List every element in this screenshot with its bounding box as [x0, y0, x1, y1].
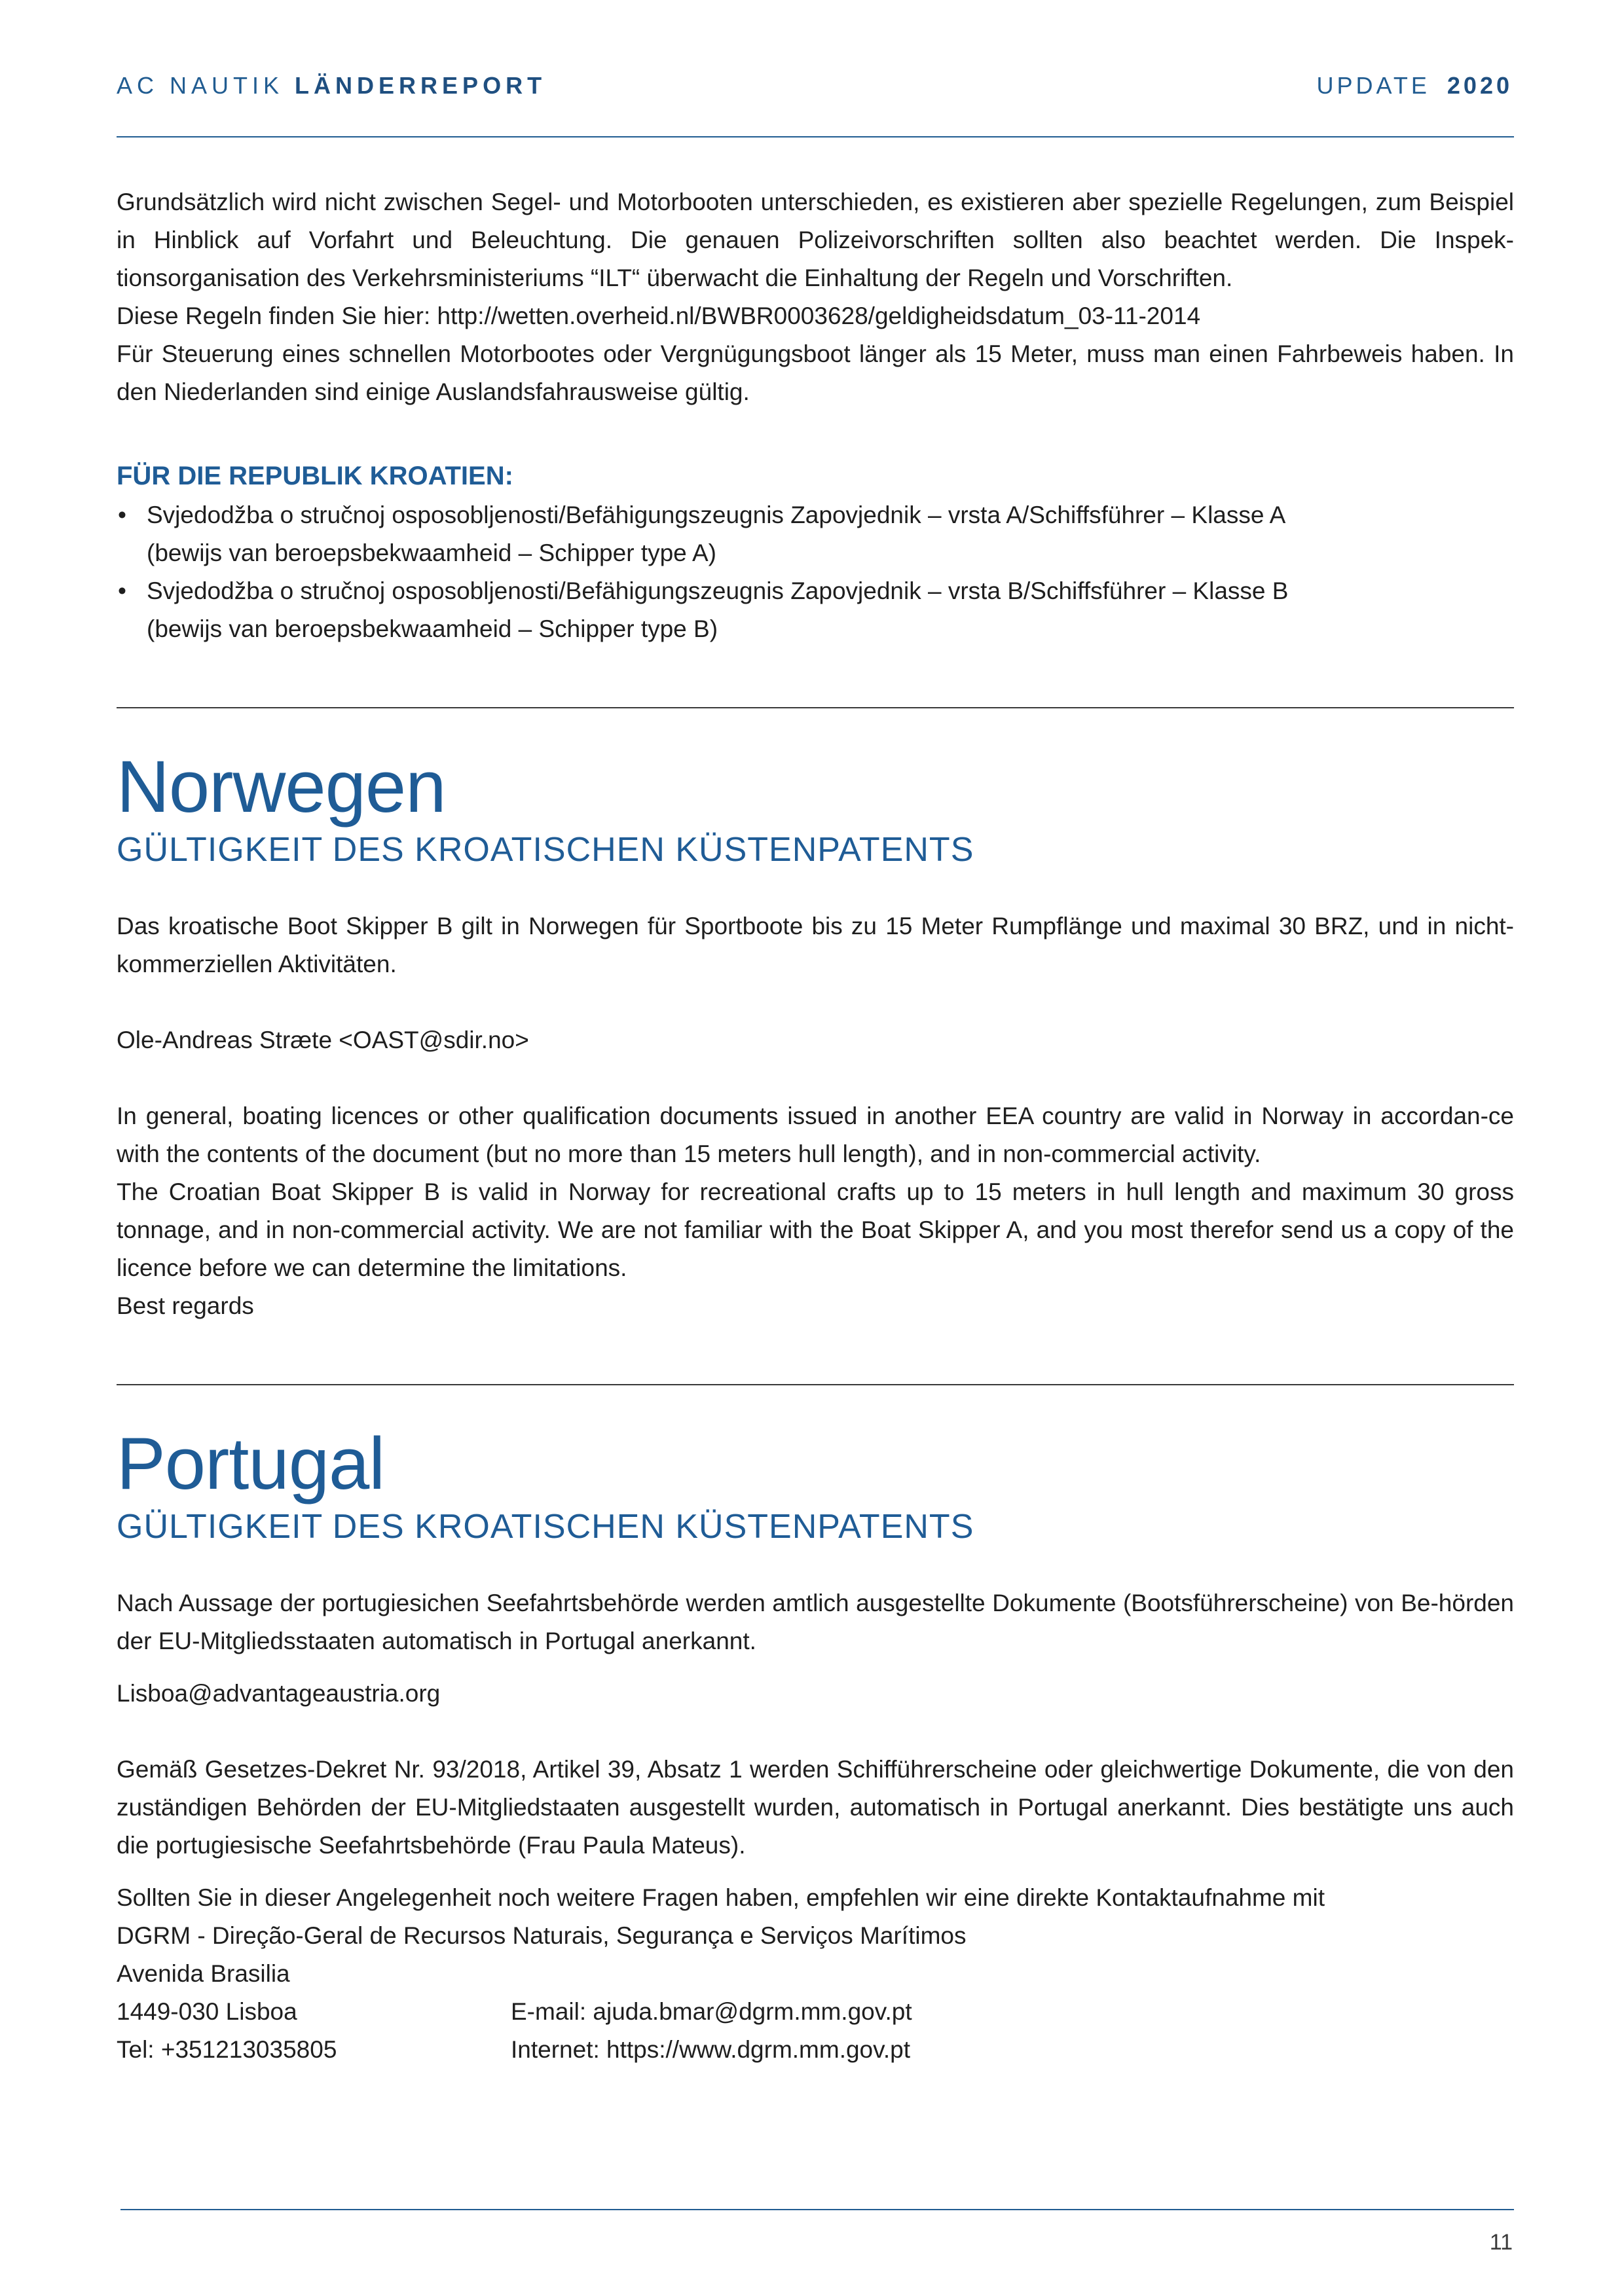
- header-year: 2020: [1447, 72, 1513, 99]
- norway-paragraph-2: In general, boating licences or other qualification documents issued in another EEA country are valid in Norway in accordan-ce with the contents of the document (but no more than 15 meters hull length), and in non-commercial activity.: [117, 1097, 1514, 1173]
- portugal-title: Portugal: [117, 1425, 1514, 1503]
- portugal-email-contact: E-mail: ajuda.bmar@dgrm.mm.gov.pt: [511, 1993, 912, 2031]
- norway-paragraph-3: The Croatian Boat Skipper B is valid in Norway for recreational crafts up to 15 meters in hull length and maximum 30 gross tonnage, and in non-commercial activity. We are not familiar with the Boat Skipper A, and you most therefor send us a copy of the licence before we can determine the limitations.: [117, 1173, 1514, 1287]
- bullet-icon: •: [118, 572, 126, 610]
- section-separator: [117, 707, 1514, 708]
- norway-subtitle: GÜLTIGKEIT DES KROATISCHEN KÜSTENPATENTS: [117, 829, 1514, 871]
- portugal-org: DGRM - Direção-Geral de Recursos Naturais, Segurança e Serviços Marítimos: [117, 1917, 1514, 1955]
- intro-paragraph-3: Für Steuerung eines schnellen Motorbootes oder Vergnügungsboot länger als 15 Meter, muss man einen Fahrbeweis haben. In den Niederlanden sind einige Auslandsfahrausweise gültig.: [117, 335, 1514, 411]
- header-update: [1317, 72, 1513, 100]
- bullet-icon: •: [118, 496, 126, 534]
- header-brand-light: AC NAUTIK: [117, 72, 284, 99]
- norway-title: Norwegen: [117, 748, 1514, 826]
- portugal-paragraph-1: Nach Aussage der portugiesichen Seefahrtsbehörde werden amtlich ausgestellte Dokumente (Bootsführerscheine) von Be-hörden der EU-Mitgliedsstaaten automatisch in Portugal anerkannt.: [117, 1584, 1514, 1660]
- norway-closing: Best regards: [117, 1287, 1514, 1325]
- list-item-line-1: Svjedodžba o stručnoj osposobljenosti/Befähigungszeugnis Zapovjednik – vrsta B/Schiffsführer – Klasse B: [147, 577, 1288, 604]
- footer-divider: [120, 2209, 1514, 2210]
- intro-paragraph-2: Diese Regeln finden Sie hier: http://wetten.overheid.nl/BWBR0003628/geldigheidsdatum_03-11-2014: [117, 297, 1514, 335]
- croatia-list: [117, 496, 1514, 648]
- list-item: [117, 496, 1514, 572]
- page-content: [117, 183, 1514, 2069]
- portugal-internet: Internet: https://www.dgrm.mm.gov.pt: [511, 2031, 910, 2069]
- list-item-line-2: (bewijs van beroepsbekwaamheid – Schipper type B): [147, 615, 718, 642]
- portugal-paragraph-3: Sollten Sie in dieser Angelegenheit noch weitere Fragen haben, empfehlen wir eine direkte Kontaktaufnahme mit: [117, 1879, 1514, 1917]
- portugal-street: Avenida Brasilia: [117, 1955, 1514, 1993]
- header-divider: [117, 136, 1514, 137]
- intro-paragraph-1: Grundsätzlich wird nicht zwischen Segel- und Motorbooten unterschieden, es existieren aber spezielle Regelungen, zum Beispiel in Hinblick auf Vorfahrt und Beleuchtung. Die genauen Polizeivorschriften sollten also beachtet werden. Die Inspek-tionsorganisation des Verkehrsministeriums “ILT“ überwacht die Einhaltung der Regeln und Vorschriften.: [117, 183, 1514, 297]
- croatia-heading: FÜR DIE REPUBLIK KROATIEN:: [117, 457, 1514, 495]
- page-number: 11: [1490, 2230, 1513, 2255]
- list-item-line-1: Svjedodžba o stručnoj osposobljenosti/Befähigungszeugnis Zapovjednik – vrsta A/Schiffsführer – Klasse A: [147, 501, 1285, 528]
- portugal-tel: Tel: +351213035805: [117, 2031, 511, 2069]
- header-brand: [117, 72, 546, 100]
- portugal-city: 1449-030 Lisboa: [117, 1993, 511, 2031]
- header-brand-bold: LÄNDERREPORT: [295, 72, 546, 99]
- section-separator: [117, 1384, 1514, 1385]
- portugal-contact-row-2: [117, 2031, 1514, 2069]
- portugal-paragraph-2: Gemäß Gesetzes-Dekret Nr. 93/2018, Artikel 39, Absatz 1 werden Schifführerscheine oder gleichwertige Dokumente, die von den zuständigen Behörden der EU-Mitgliedstaaten ausgestellt wurden, automatisch in Portugal anerkannt. Dies bestätigte uns auch die portugiesische Seefahrtsbehörde (Frau Paula Mateus).: [117, 1751, 1514, 1865]
- portugal-contact-row-1: [117, 1993, 1514, 2031]
- norway-paragraph-1: Das kroatische Boot Skipper B gilt in Norwegen für Sportboote bis zu 15 Meter Rumpflänge und maximal 30 BRZ, und in nicht-kommerziellen Aktivitäten.: [117, 907, 1514, 983]
- page: [0, 0, 1624, 2296]
- list-item: [117, 572, 1514, 648]
- portugal-email: Lisboa@advantageaustria.org: [117, 1675, 1514, 1713]
- portugal-subtitle: GÜLTIGKEIT DES KROATISCHEN KÜSTENPATENTS: [117, 1506, 1514, 1548]
- norway-contact: Ole-Andreas Stræte <OAST@sdir.no>: [117, 1021, 1514, 1059]
- list-item-line-2: (bewijs van beroepsbekwaamheid – Schipper type A): [147, 539, 716, 566]
- header-update-label: UPDATE: [1317, 72, 1430, 99]
